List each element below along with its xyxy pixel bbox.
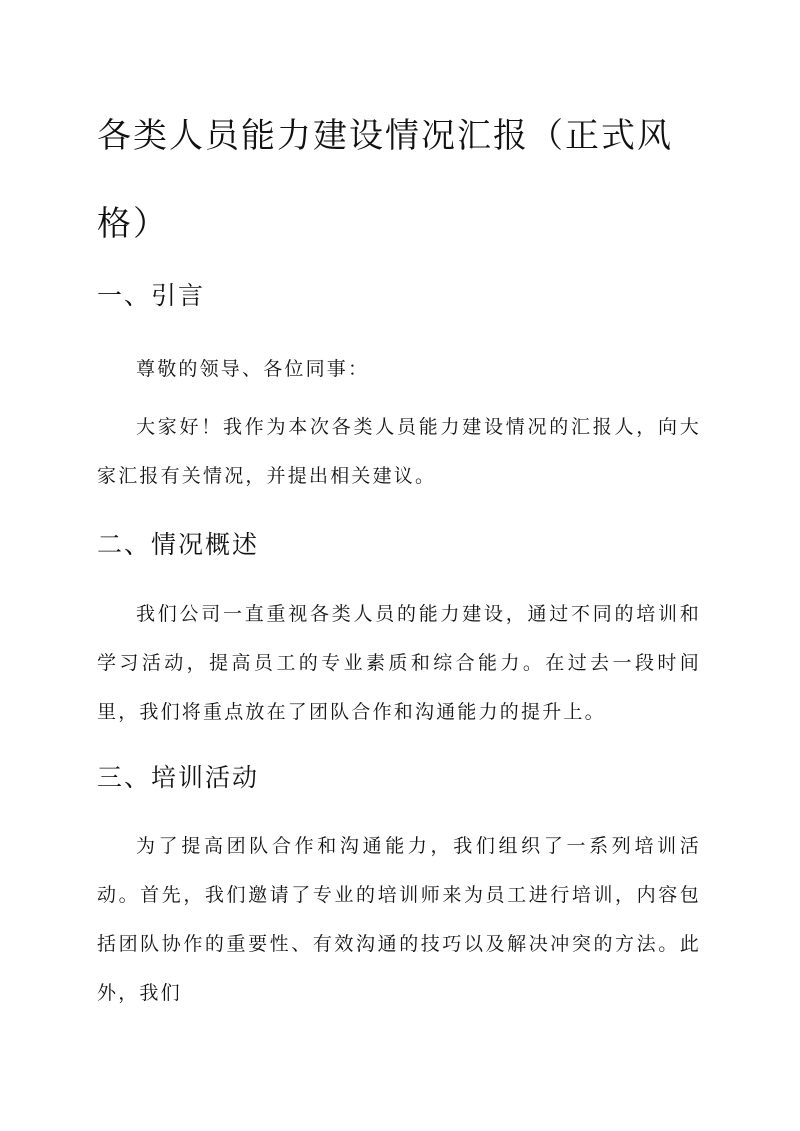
section-heading-training-activities: 三、培训活动: [97, 763, 260, 792]
section-heading-overview: 二、情况概述: [97, 530, 260, 559]
introduction-paragraph: 大家好！我作为本次各类人员能力建设情况的汇报人，向大家汇报有关情况，并提出相关建议。: [97, 416, 701, 487]
section-heading-introduction: 一、引言: [97, 281, 206, 310]
introduction-salutation: 尊敬的领导、各位同事：: [136, 358, 370, 380]
document-title: 各类人员能力建设情况汇报（正式风格）: [97, 116, 673, 244]
training-activities-paragraph: 为了提高团队合作和沟通能力，我们组织了一系列培训活动。首先，我们邀请了专业的培训师来为员工进行培训，内容包括团队协作的重要性、有效沟通的技巧以及解决冲突的方法。此外，我们: [97, 835, 701, 1004]
overview-paragraph: 我们公司一直重视各类人员的能力建设，通过不同的培训和学习活动，提高员工的专业素质和综合能力。在过去一段时间里，我们将重点放在了团队合作和沟通能力的提升上。: [97, 603, 701, 723]
